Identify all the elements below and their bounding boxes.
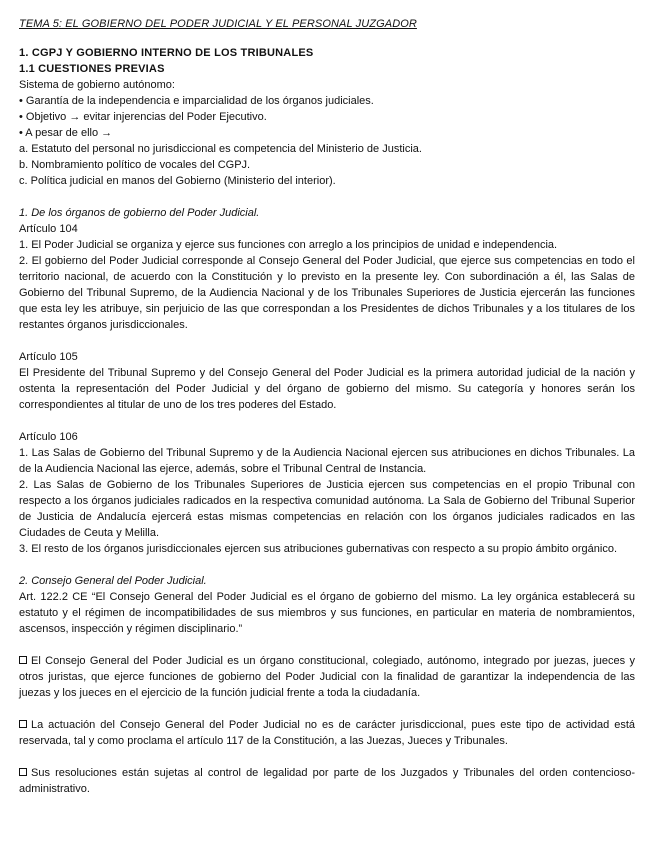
article-104-paragraph-1: 1. El Poder Judicial se organiza y ejerce sus funciones con arreglo a los principios de unidad e independencia. xyxy=(19,239,558,251)
heading-cuestiones-previas: 1.1 CUESTIONES PREVIAS xyxy=(19,63,165,75)
intro-line: b. Nombramiento político de vocales del CGPJ. xyxy=(19,159,251,171)
checkbox-bullet-icon xyxy=(19,768,27,776)
bullet-text: La actuación del Consejo General del Poder Judicial no es de carácter jurisdiccional, pues este tipo de actividad está reservada, tal y como proclama el artículo 117 de la Constitución, a las Juezas, Jueces y Tribunales. xyxy=(19,719,635,747)
bullet-paragraph-1 xyxy=(19,653,635,701)
article-104-title: Artículo 104 xyxy=(19,223,78,235)
bullet-paragraph-3 xyxy=(19,765,635,797)
article-106-title: Artículo 106 xyxy=(19,431,78,443)
bullet-paragraph-2 xyxy=(19,717,635,749)
article-104-paragraph-2: 2. El gobierno del Poder Judicial corresponde al Consejo General del Poder Judicial, que ejerce sus competencias en todo el territorio nacional, de acuerdo con la Constitución y lo previsto en la presente ley. Con subordinación a él, las Salas de Gobierno del Tribunal Supremo, de la Audiencia Nacional y de los Tribunales Superiores de Justicia ejercerán las funciones que esta ley les atribuye, sin perjuicio de las que correspondan a los Presidentes de dichos Tribunales y a los titulares de los restantes órganos jurisdiccionales. xyxy=(19,255,635,331)
article-105-title: Artículo 105 xyxy=(19,351,78,363)
document-title: TEMA 5: EL GOBIERNO DEL PODER JUDICIAL Y EL PERSONAL JUZGADOR xyxy=(19,18,417,30)
checkbox-bullet-icon xyxy=(19,720,27,728)
intro-line: • Garantía de la independencia e imparcialidad de los órganos judiciales. xyxy=(19,95,374,107)
article-105-paragraph: El Presidente del Tribunal Supremo y del Consejo General del Poder Judicial es la primera autoridad judicial de la nación y ostenta la representación del Poder Judicial y del órgano de gobierno del mismo. Su categoría y honores serán los correspondientes al titular de uno de los tres poderes del Estado. xyxy=(19,367,635,411)
article-106-paragraph-2: 2. Las Salas de Gobierno de los Tribunales Superiores de Justicia ejercen sus competencias en el propio Tribunal con respecto a los órganos judiciales radicados en la respectiva comunidad autónoma. La Sala de Gobierno del Tribunal Superior de Justicia de Andalucía ejercerá estas mismas competencias en relación con los órganos judiciales radicados en las Ciudades de Ceuta y Melilla. xyxy=(19,479,635,539)
checkbox-bullet-icon xyxy=(19,656,27,664)
intro-line: • A pesar de ello → xyxy=(19,127,113,139)
intro-line: a. Estatuto del personal no jurisdiccional es competencia del Ministerio de Justicia. xyxy=(19,143,422,155)
intro-line: Sistema de gobierno autónomo: xyxy=(19,79,175,91)
article-122-quote: Art. 122.2 CE “El Consejo General del Poder Judicial es el órgano de gobierno del mismo. La ley orgánica establecerá su estatuto y el régimen de incompatibilidades de sus miembros y sus funciones, en particular en materia de nombramientos, ascensos, inspección y régimen disciplinario.” xyxy=(19,591,635,635)
intro-line: • Objetivo → evitar injerencias del Poder Ejecutivo. xyxy=(19,111,267,123)
bullet-text: Sus resoluciones están sujetas al control de legalidad por parte de los Juzgados y Tribunales del orden contencioso-administrativo. xyxy=(19,767,635,795)
article-106-paragraph-1: 1. Las Salas de Gobierno del Tribunal Supremo y de la Audiencia Nacional ejercen sus atribuciones en dichos Tribunales. La de la Audiencia Nacional las ejerce, además, sobre el Tribunal Central de Instancia. xyxy=(19,447,635,475)
section-title-cgpj: 2. Consejo General del Poder Judicial. xyxy=(19,575,207,587)
intro-line: c. Política judicial en manos del Gobierno (Ministerio del interior). xyxy=(19,175,336,187)
article-106-paragraph-3: 3. El resto de los órganos jurisdiccionales ejercen sus atribuciones gubernativas con respecto a su propio ámbito orgánico. xyxy=(19,543,618,555)
heading-cgpj: 1. CGPJ Y GOBIERNO INTERNO DE LOS TRIBUNALES xyxy=(19,47,314,59)
section-title-organos: 1. De los órganos de gobierno del Poder Judicial. xyxy=(19,207,260,219)
bullet-text: El Consejo General del Poder Judicial es un órgano constitucional, colegiado, autónomo, integrado por juezas, jueces y otros juristas, que ejerce funciones de gobierno del Poder Judicial con la finalidad de garantizar la independencia de las juezas y los jueces en el ejercicio de la función judicial frente a toda la ciudadanía. xyxy=(19,655,635,699)
